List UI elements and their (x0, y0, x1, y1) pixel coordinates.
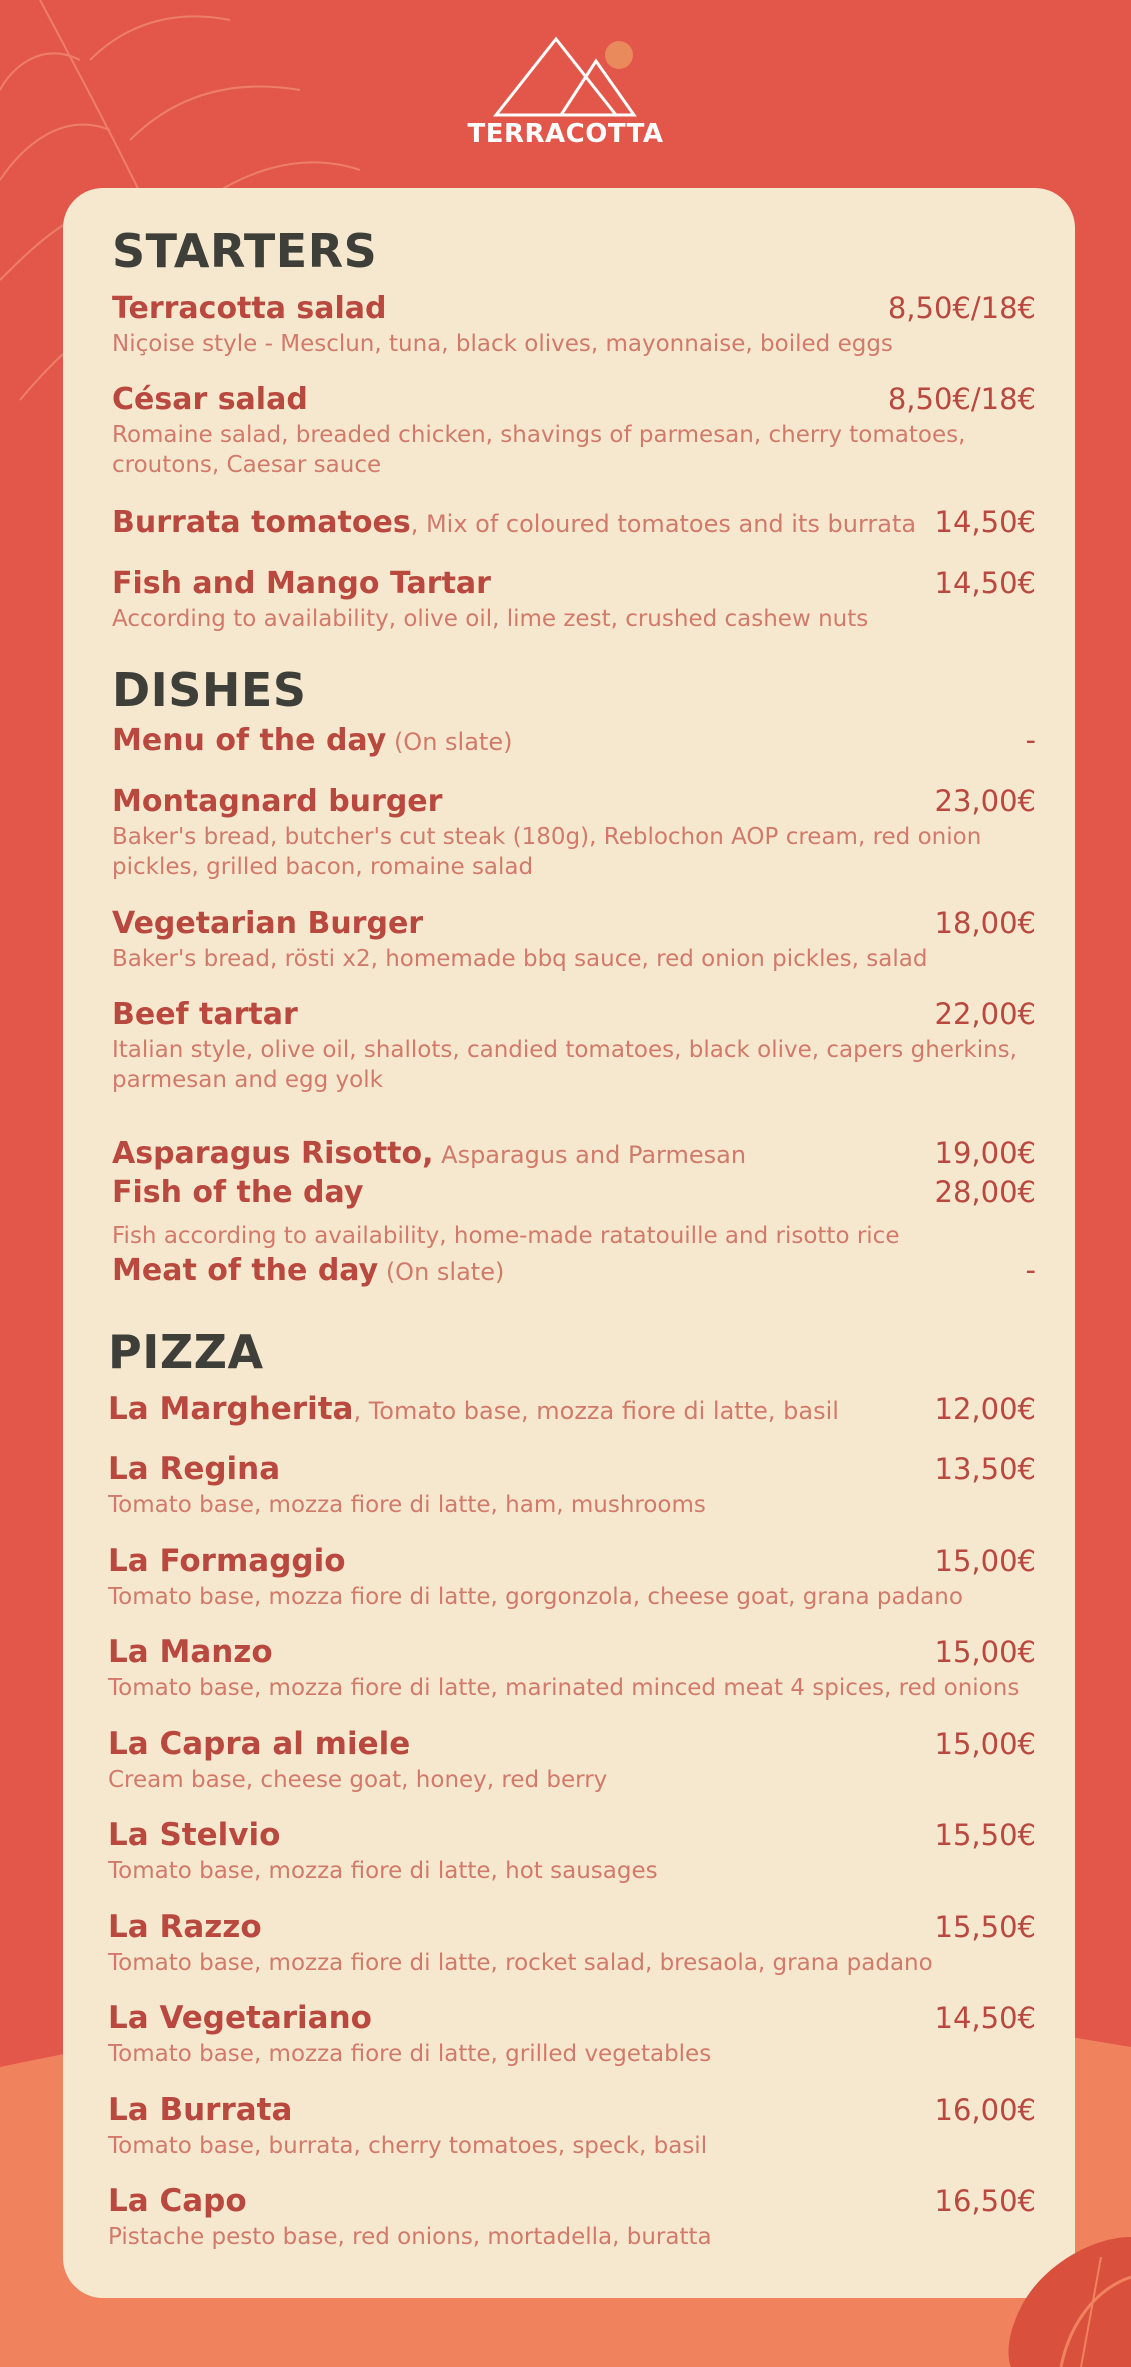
item-price: 16,50€ (934, 2184, 1036, 2218)
item-name: Fish and Mango Tartar (112, 566, 491, 601)
item-name: Burrata tomatoes (112, 505, 411, 540)
item-price: 18,00€ (934, 906, 1036, 940)
item-name: Vegetarian Burger (112, 906, 424, 941)
item-description: Cream base, cheese goat, honey, red berry (108, 1766, 608, 1793)
monstera-leaf-decoration-icon (981, 2217, 1131, 2367)
item-description: Baker's bread, butcher's cut steak (180g), Reblochon AOP cream, red onion pickles, grilled bacon, romaine salad (112, 823, 982, 880)
item-price: 16,00€ (934, 2093, 1036, 2127)
item-description: Tomato base, mozza fiore di latte, ham, mushrooms (108, 1491, 706, 1518)
menu-item (108, 1910, 1036, 1978)
pizza-heading: PIZZA (108, 1325, 264, 1379)
menu-item (112, 1176, 1036, 1251)
dishes-heading: DISHES (112, 663, 307, 717)
item-price: 14,50€ (934, 505, 1036, 539)
item-name: La Burrata (108, 2092, 293, 2128)
item-price: 8,50€/18€ (887, 382, 1036, 416)
brand-logo (0, 35, 1131, 149)
item-name: La Formaggio (108, 1543, 346, 1579)
item-description: Tomato base, mozza fiore di latte, marinated minced meat 4 spices, red onions (108, 1674, 1020, 1701)
item-name: César salad (112, 382, 308, 417)
item-price: 19,00€ (934, 1136, 1036, 1170)
item-name: La Regina (108, 1451, 281, 1487)
item-name: La Capra al miele (108, 1726, 411, 1762)
menu-item (108, 1727, 1036, 1795)
item-price: 23,00€ (934, 784, 1036, 818)
item-name: Beef tartar (112, 997, 298, 1032)
item-name: Menu of the day (112, 723, 387, 758)
item-name: La Razzo (108, 1909, 262, 1945)
item-name: Asparagus Risotto, (112, 1136, 434, 1171)
item-name: La Stelvio (108, 1817, 281, 1853)
item-description: Romaine salad, breaded chicken, shavings of parmesan, cherry tomatoes, croutons, Caesar sauce (112, 421, 966, 478)
item-price: 15,50€ (934, 1910, 1036, 1944)
menu-item (112, 724, 1036, 759)
menu-item (112, 292, 1036, 359)
item-price: 14,50€ (934, 2001, 1036, 2035)
item-price: 13,50€ (934, 1452, 1036, 1486)
item-description: Fish according to availability, home-made ratatouille and risotto rice (112, 1222, 900, 1249)
item-price: 15,50€ (934, 1818, 1036, 1852)
mountain-logo-icon (486, 35, 646, 117)
item-name: La Manzo (108, 1634, 273, 1670)
menu-item (108, 2001, 1036, 2069)
item-price: 15,00€ (934, 1727, 1036, 1761)
menu-item (112, 506, 1036, 541)
item-price: 12,00€ (934, 1392, 1036, 1426)
item-inline-description: , Mix of coloured tomatoes and its burrata (410, 510, 917, 538)
item-price: 8,50€/18€ (887, 291, 1036, 325)
brand-name: TERRACOTTA (467, 119, 664, 149)
item-name: Montagnard burger (112, 784, 443, 819)
menu-item (112, 567, 1036, 634)
item-price: 15,00€ (934, 1544, 1036, 1578)
item-price: 28,00€ (934, 1175, 1036, 1209)
item-description: According to availability, olive oil, lime zest, crushed cashew nuts (112, 605, 869, 632)
menu-item (108, 1452, 1036, 1520)
menu-item (112, 383, 1036, 480)
item-description: Tomato base, mozza fiore di latte, grilled vegetables (108, 2040, 712, 2067)
item-name: La Capo (108, 2183, 247, 2219)
menu-item (112, 1137, 1036, 1172)
menu-item (108, 1818, 1036, 1886)
menu-item (108, 2093, 1036, 2161)
menu-item (108, 1635, 1036, 1703)
menu-item (112, 1254, 1036, 1289)
item-price: 22,00€ (934, 997, 1036, 1031)
item-name: Fish of the day (112, 1175, 364, 1210)
menu-item (112, 907, 1036, 974)
item-name: La Margherita (108, 1391, 354, 1427)
item-description: Tomato base, mozza fiore di latte, rocket salad, bresaola, grana padano (108, 1949, 933, 1976)
item-inline-description: (On slate) (378, 1258, 505, 1286)
item-price: - (1025, 723, 1036, 757)
menu-item (108, 2184, 1036, 2252)
item-description: Niçoise style - Mesclun, tuna, black olives, mayonnaise, boiled eggs (112, 330, 893, 357)
item-inline-description: (On slate) (386, 728, 513, 756)
item-inline-description: Asparagus and Parmesan (433, 1141, 747, 1169)
item-description: Pistache pesto base, red onions, mortadella, buratta (108, 2223, 712, 2250)
item-name: Terracotta salad (112, 291, 387, 326)
menu-item (108, 1392, 1036, 1428)
item-inline-description: , Tomato base, mozza fiore di latte, basil (353, 1397, 839, 1425)
item-description: Tomato base, mozza fiore di latte, hot sausages (108, 1857, 658, 1884)
starters-heading: STARTERS (112, 224, 378, 278)
item-price: 14,50€ (934, 566, 1036, 600)
item-price: - (1025, 1253, 1036, 1287)
menu-item (112, 785, 1036, 882)
item-description: Baker's bread, rösti x2, homemade bbq sauce, red onion pickles, salad (112, 945, 928, 972)
item-description: Italian style, olive oil, shallots, candied tomatoes, black olive, capers gherkins, parmesan and egg yolk (112, 1036, 1017, 1093)
item-description: Tomato base, burrata, cherry tomatoes, speck, basil (108, 2132, 708, 2159)
menu-item (108, 1544, 1036, 1612)
item-name: Meat of the day (112, 1253, 379, 1288)
item-description: Tomato base, mozza fiore di latte, gorgonzola, cheese goat, grana padano (108, 1583, 963, 1610)
item-price: 15,00€ (934, 1635, 1036, 1669)
item-name: La Vegetariano (108, 2000, 372, 2036)
menu-item (112, 998, 1036, 1095)
